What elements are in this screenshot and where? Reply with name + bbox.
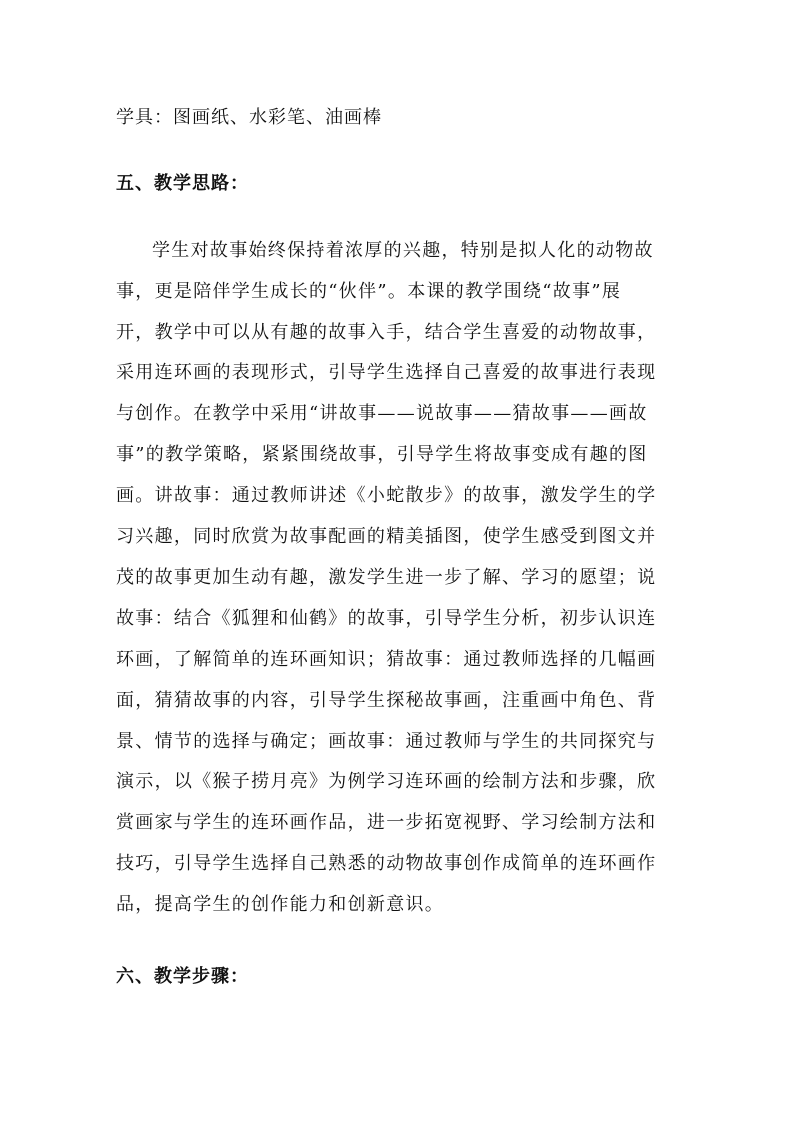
section-heading-teaching-steps: 六、教学步骤：: [116, 966, 249, 987]
paragraph-line: 画。讲故事：通过教师讲述《小蛇散步》的故事，激发学生的学: [116, 485, 657, 506]
paragraph-line: 习兴趣，同时欣赏为故事配画的精美插图，使学生感受到图文并: [116, 526, 657, 547]
paragraph-line: 事，更是陪伴学生成长的“伙伴”。本课的教学围绕“故事”展: [116, 281, 622, 302]
paragraph-line: 环画，了解简单的连环画知识；猜故事：通过教师选择的几幅画: [116, 649, 657, 670]
paragraph-line: 学生对故事始终保持着浓厚的兴趣，特别是拟人化的动物故: [152, 240, 654, 261]
materials-line: 学具：图画纸、水彩笔、油画棒: [116, 107, 382, 128]
paragraph-line: 茂的故事更加生动有趣，激发学生进一步了解、学习的愿望；说: [116, 567, 657, 588]
paragraph-line: 面，猜猜故事的内容，引导学生探秘故事画，注重画中角色、背: [116, 690, 657, 711]
paragraph-line: 与创作。在教学中采用“讲故事——说故事——猜故事——画故: [116, 403, 648, 424]
paragraph-line: 技巧，引导学生选择自己熟悉的动物故事创作成简单的连环画作: [116, 853, 657, 874]
paragraph-line: 采用连环画的表现形式，引导学生选择自己喜爱的故事进行表现: [116, 362, 657, 383]
section-heading-teaching-approach: 五、教学思路：: [116, 173, 249, 194]
paragraph-line: 景、情节的选择与确定；画故事：通过教师与学生的共同探究与: [116, 731, 657, 752]
paragraph-line: 品，提高学生的创作能力和创新意识。: [116, 894, 445, 915]
paragraph-line: 赏画家与学生的连环画作品，进一步拓宽视野、学习绘制方法和: [116, 812, 657, 833]
paragraph-line: 演示，以《猴子捞月亮》为例学习连环画的绘制方法和步骤，欣: [116, 771, 657, 792]
paragraph-line: 开，教学中可以从有趣的故事入手，结合学生喜爱的动物故事，: [116, 322, 657, 343]
paragraph-line: 故事：结合《狐狸和仙鹤》的故事，引导学生分析，初步认识连: [116, 608, 657, 629]
paragraph-line: 事”的教学策略，紧紧围绕故事，引导学生将故事变成有趣的图: [116, 444, 648, 465]
